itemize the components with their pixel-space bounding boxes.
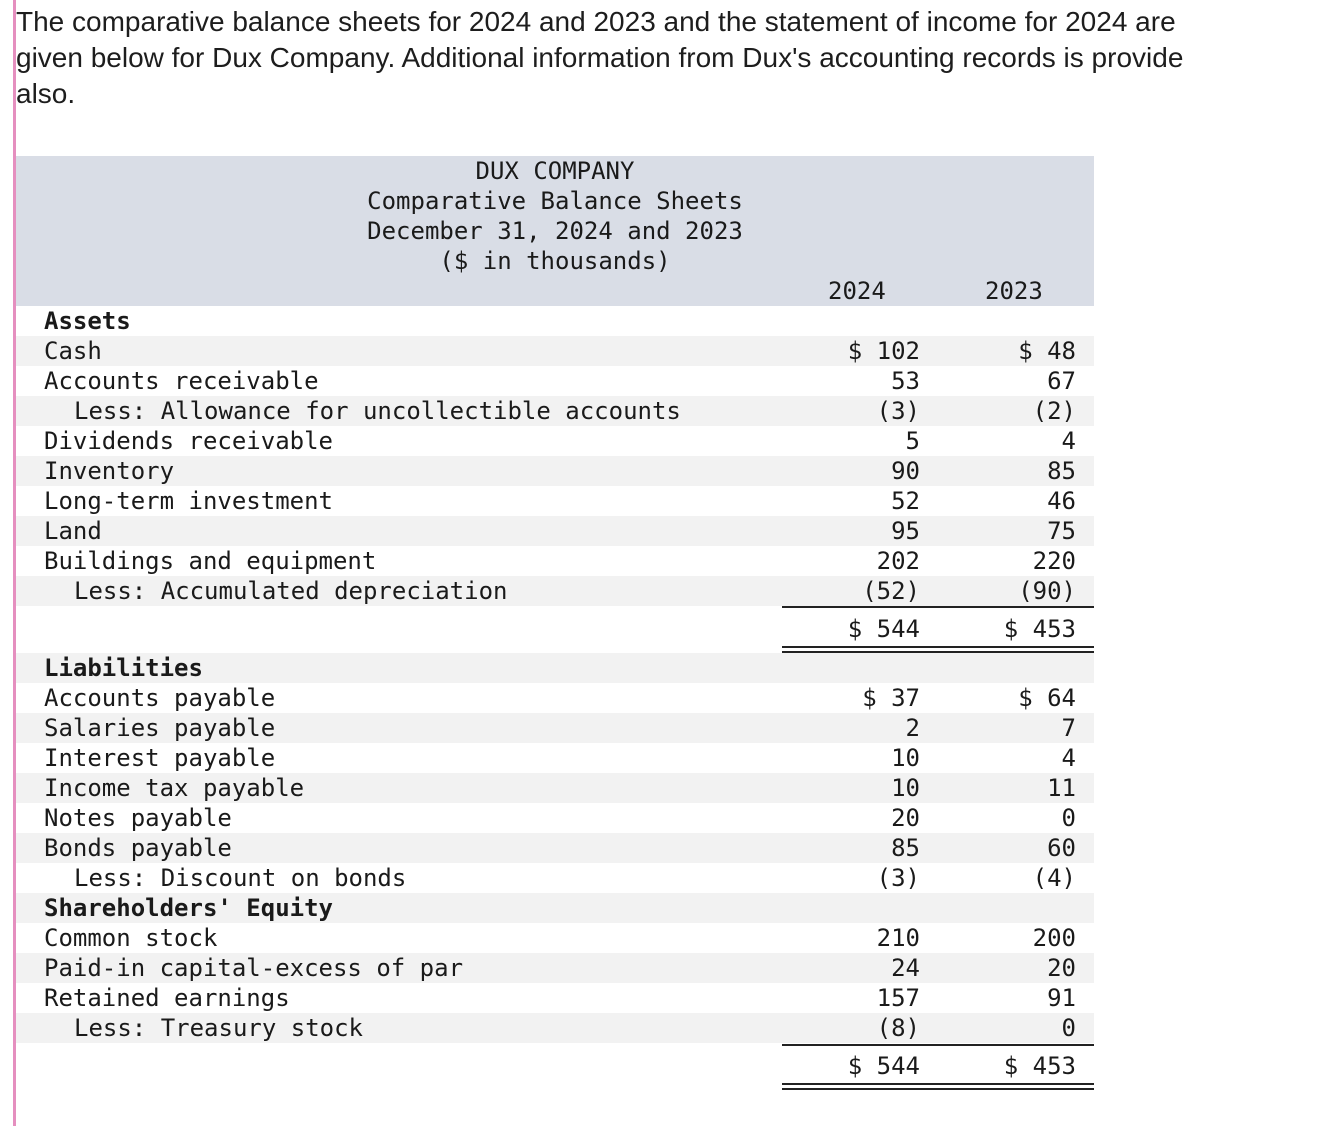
table-row: Dividends receivable 5 4 bbox=[44, 427, 1076, 455]
table-row: Buildings and equipment 202 220 bbox=[44, 547, 1076, 575]
assets-total-2024: $ 544 bbox=[847, 615, 920, 643]
table-row: Salaries payable 2 7 bbox=[16, 713, 1094, 743]
table-row: Accounts payable $ 37 $ 64 bbox=[44, 684, 1076, 712]
equity-heading: Shareholders' Equity bbox=[44, 894, 333, 922]
statement-header bbox=[16, 156, 1094, 306]
liabilities-equity-total-2023: $ 453 bbox=[1003, 1052, 1076, 1080]
table-row: Less: Treasury stock (8) 0 bbox=[16, 1013, 1094, 1043]
table-row: Income tax payable 10 11 bbox=[16, 773, 1094, 803]
table-row: Bonds payable 85 60 bbox=[16, 833, 1094, 863]
column-header-2024: 2024 bbox=[828, 277, 886, 305]
intro-line-1: The comparative balance sheets for 2024 and 2023 and the statement of income for 2024 are bbox=[16, 6, 1176, 37]
subtotal-rule bbox=[782, 1044, 1094, 1046]
liabilities-heading: Liabilities bbox=[44, 654, 203, 682]
liabilities-equity-total-2024: $ 544 bbox=[847, 1052, 920, 1080]
assets-total-2023: $ 453 bbox=[1003, 615, 1076, 643]
table-row: Common stock 210 200 bbox=[44, 924, 1076, 952]
total-double-rule bbox=[782, 646, 1094, 653]
assets-heading-row bbox=[16, 306, 1094, 336]
equity-total-row bbox=[16, 1051, 1094, 1081]
table-row: Less: Discount on bonds (3) (4) bbox=[74, 864, 1076, 892]
assets-total-row bbox=[16, 614, 1094, 644]
statement-title: Comparative Balance Sheets bbox=[367, 187, 743, 215]
table-row: Land 95 75 bbox=[16, 516, 1094, 546]
table-row: Less: Allowance for uncollectible accounts (3) (2) bbox=[16, 396, 1094, 426]
table-row: Paid-in capital-excess of par 24 20 bbox=[16, 953, 1094, 983]
intro-line-2: given below for Dux Company. Additional information from Dux's accounting records is provide bbox=[16, 42, 1184, 73]
statement-units: ($ in thousands) bbox=[439, 247, 671, 275]
subtotal-rule bbox=[782, 606, 1094, 608]
table-row: Inventory 90 85 bbox=[16, 456, 1094, 486]
total-double-rule bbox=[782, 1083, 1094, 1090]
liabilities-heading-row bbox=[16, 653, 1094, 683]
statement-dates: December 31, 2024 and 2023 bbox=[367, 217, 743, 245]
column-header-2023: 2023 bbox=[985, 277, 1043, 305]
table-row: Less: Accumulated depreciation (52) (90) bbox=[16, 576, 1094, 606]
intro-paragraph bbox=[16, 4, 1336, 112]
table-row: Long-term investment 52 46 bbox=[44, 487, 1076, 515]
table-row: Retained earnings 157 91 bbox=[44, 984, 1076, 1012]
table-row: Cash $ 102 $ 48 bbox=[16, 336, 1094, 366]
table-row: Accounts receivable 53 67 bbox=[44, 367, 1076, 395]
company-name: DUX COMPANY bbox=[475, 157, 635, 185]
equity-heading-row bbox=[16, 893, 1094, 923]
intro-line-3: also. bbox=[16, 78, 76, 109]
table-row: Notes payable 20 0 bbox=[44, 804, 1076, 832]
assets-heading: Assets bbox=[44, 307, 131, 335]
table-row: Interest payable 10 4 bbox=[44, 744, 1076, 772]
